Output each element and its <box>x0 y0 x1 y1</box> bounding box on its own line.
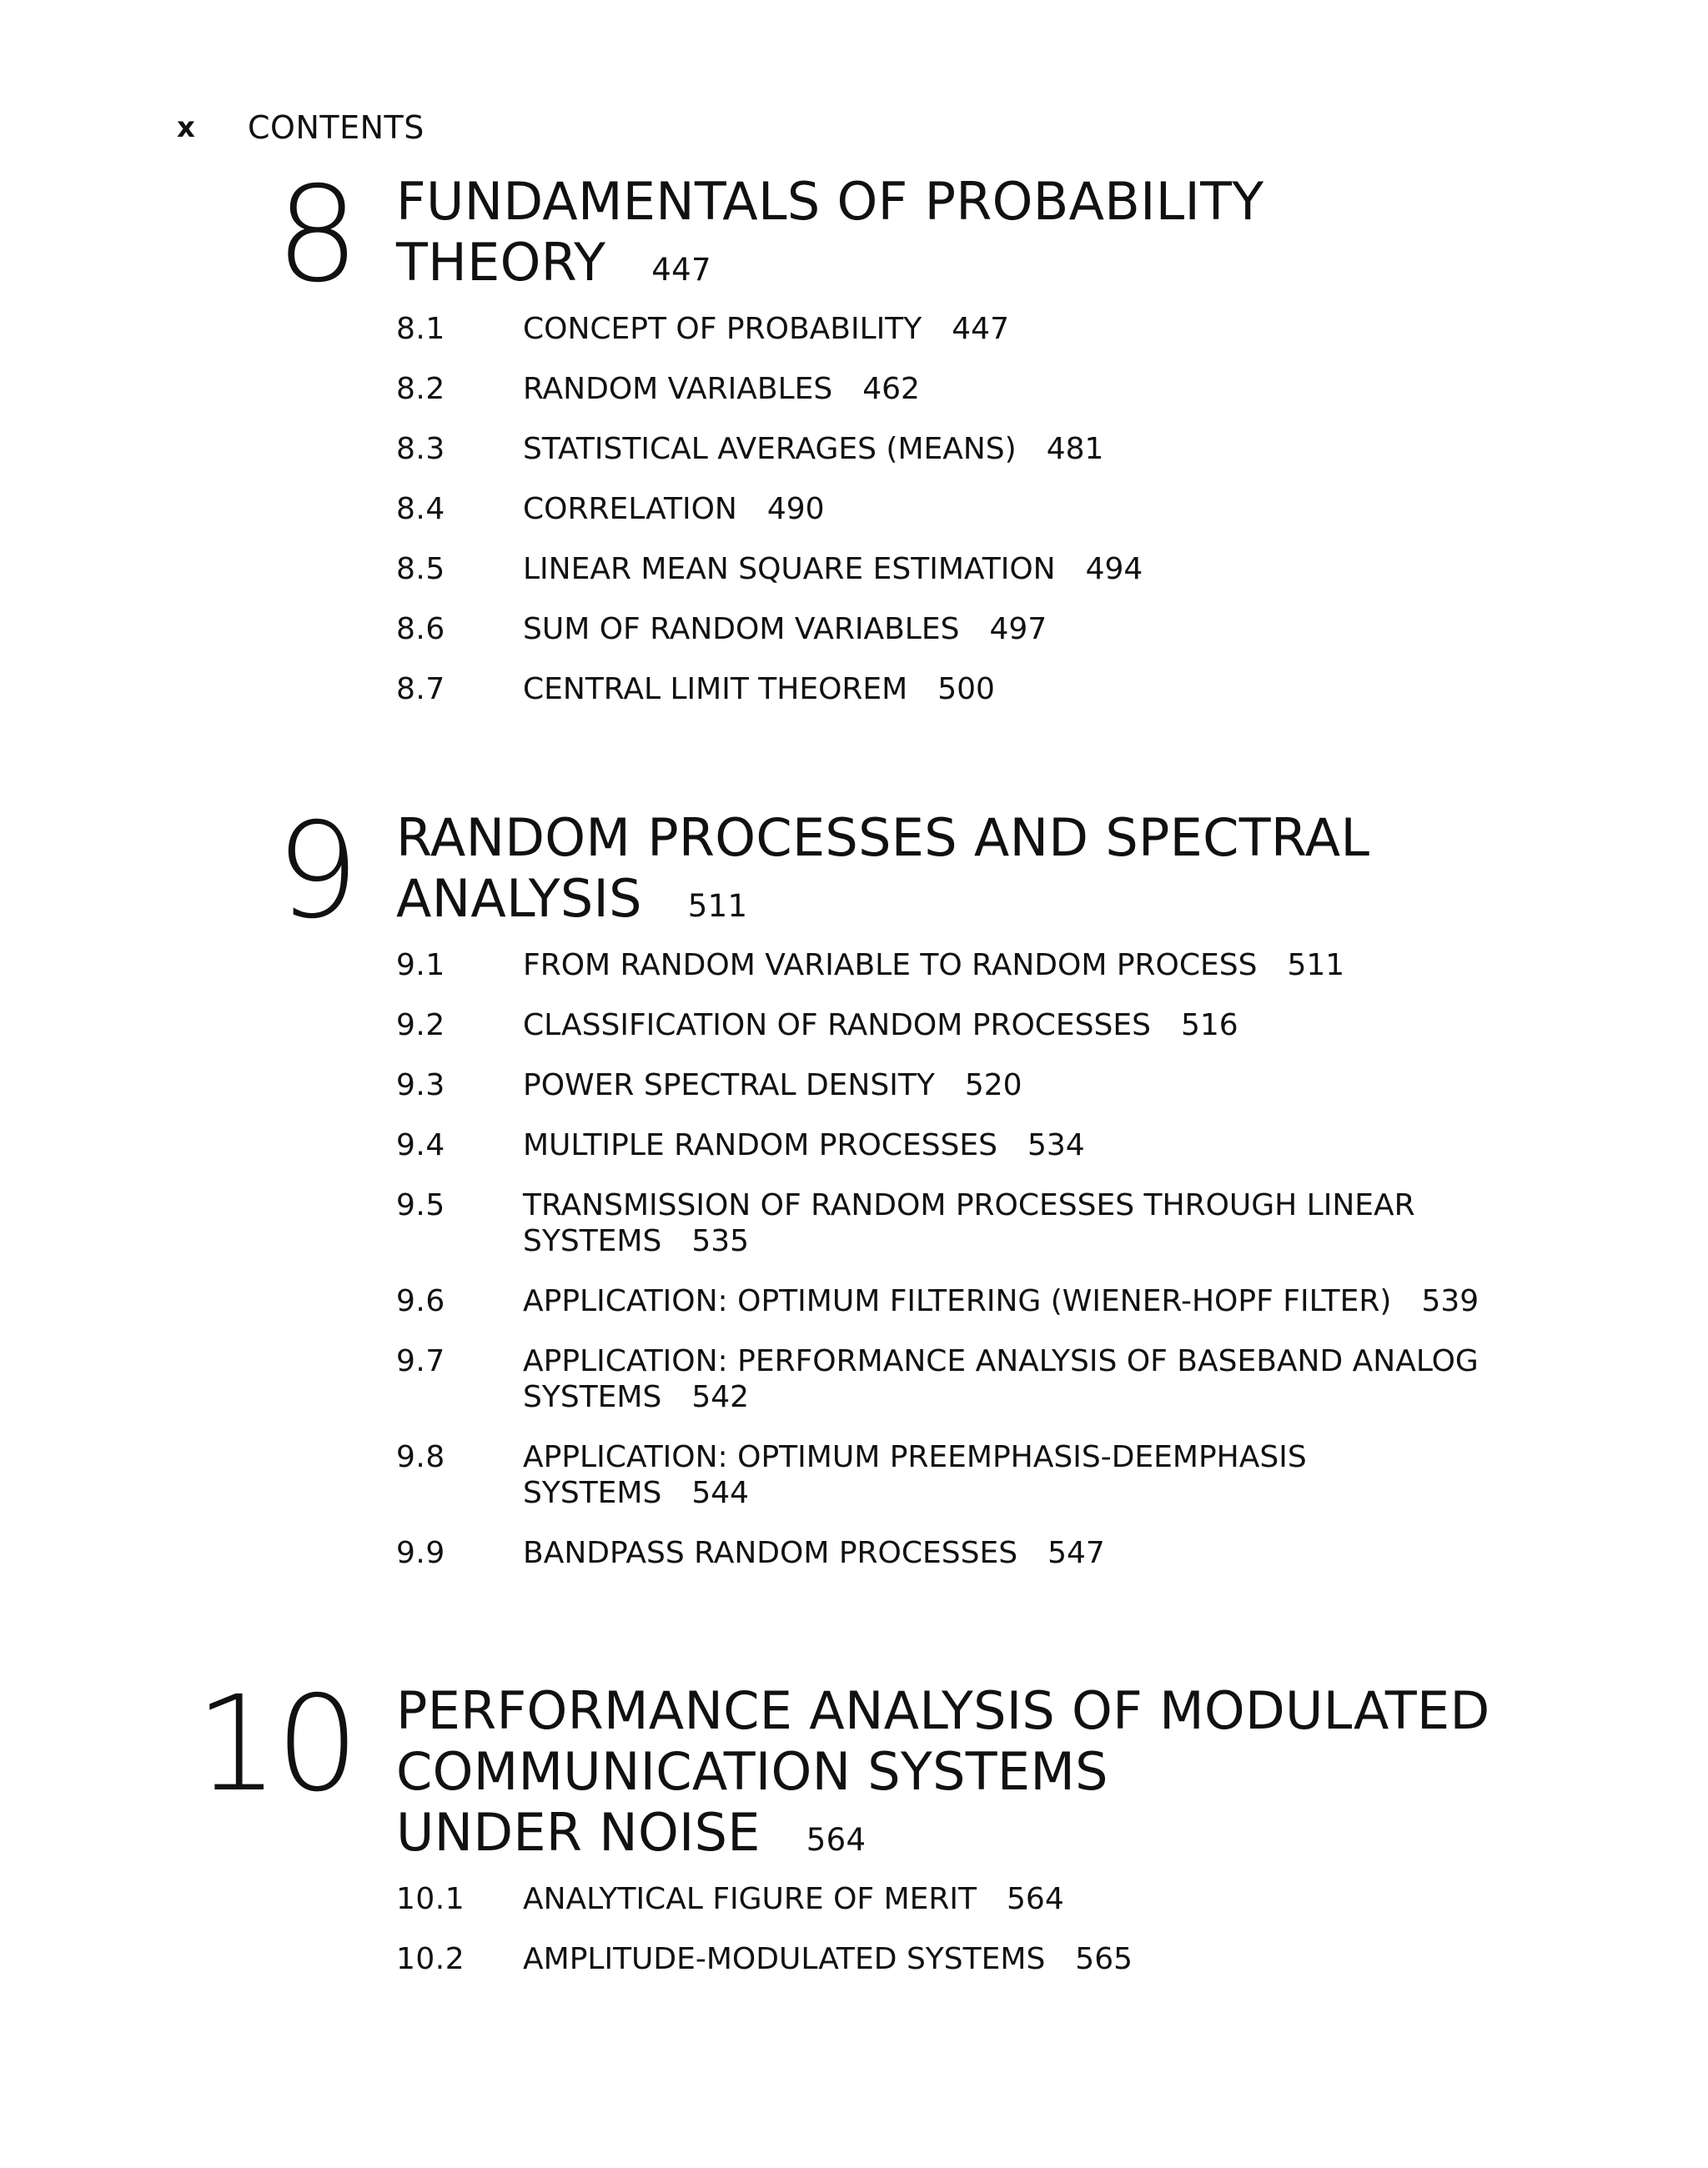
toc-entry-10-2[interactable]: 10.2 AMPLITUDE-MODULATED SYSTEMS 565 <box>396 1942 1133 1976</box>
page-folio: x <box>177 111 195 144</box>
toc-entry-8-7[interactable]: 8.7 CENTRAL LIMIT THEOREM 500 <box>396 672 995 706</box>
toc-entry-8-2[interactable]: 8.2 RANDOM VARIABLES 462 <box>396 372 920 406</box>
chapter-page: 511 <box>687 888 748 924</box>
running-title: CONTENTS <box>248 109 424 146</box>
section-list <box>396 311 1480 731</box>
running-head <box>177 107 424 148</box>
section-list <box>396 1881 1480 2001</box>
chapter-title: PERFORMANCE ANALYSIS OF MODULATED COMMUNICATION SYSTEMS UNDER NOISE 564 <box>396 1680 1490 1863</box>
toc-entry-9-8[interactable]: 9.8 APPLICATION: OPTIMUM PREEMPHASIS-DEEMPHASIS SYSTEMS 544 <box>396 1440 1307 1510</box>
chapter-title: RANDOM PROCESSES AND SPECTRAL ANALYSIS 511 <box>396 807 1370 929</box>
toc-entry-9-7[interactable]: 9.7 APPLICATION: PERFORMANCE ANALYSIS OF BASEBAND ANALOG SYSTEMS 542 <box>396 1344 1479 1414</box>
chapter-number: 8 <box>275 158 356 312</box>
toc-entry-8-4[interactable]: 8.4 CORRELATION 490 <box>396 492 825 526</box>
toc-entry-9-9[interactable]: 9.9 BANDPASS RANDOM PROCESSES 547 <box>396 1536 1105 1570</box>
toc-entry-9-4[interactable]: 9.4 MULTIPLE RANDOM PROCESSES 534 <box>396 1128 1085 1162</box>
chapter-title: FUNDAMENTALS OF PROBABILITY THEORY 447 <box>396 171 1264 293</box>
section-list <box>396 947 1480 1595</box>
toc-entry-8-5[interactable]: 8.5 LINEAR MEAN SQUARE ESTIMATION 494 <box>396 552 1143 586</box>
chapter-page: 447 <box>651 252 711 288</box>
toc-entry-8-3[interactable]: 8.3 STATISTICAL AVERAGES (MEANS) 481 <box>396 432 1104 466</box>
toc-entry-9-6[interactable]: 9.6 APPLICATION: OPTIMUM FILTERING (WIENER-HOPF FILTER) 539 <box>396 1284 1479 1318</box>
toc-entry-9-2[interactable]: 9.2 CLASSIFICATION OF RANDOM PROCESSES 516 <box>396 1008 1238 1042</box>
toc-entry-10-1[interactable]: 10.1 ANALYTICAL FIGURE OF MERIT 564 <box>396 1882 1064 1916</box>
toc-entry-9-1[interactable]: 9.1 FROM RANDOM VARIABLE TO RANDOM PROCESS 511 <box>396 948 1345 982</box>
chapter-page: 564 <box>806 1822 867 1858</box>
toc-entry-9-3[interactable]: 9.3 POWER SPECTRAL DENSITY 520 <box>396 1068 1022 1102</box>
toc-entry-8-1[interactable]: 8.1 CONCEPT OF PROBABILITY 447 <box>396 312 1009 346</box>
chapter-number: 10 <box>194 1668 356 1821</box>
toc-entry-8-6[interactable]: 8.6 SUM OF RANDOM VARIABLES 497 <box>396 612 1047 646</box>
chapter-number: 9 <box>275 795 356 948</box>
toc-entry-9-5[interactable]: 9.5 TRANSMISSION OF RANDOM PROCESSES THROUGH LINEAR SYSTEMS 535 <box>396 1188 1415 1258</box>
